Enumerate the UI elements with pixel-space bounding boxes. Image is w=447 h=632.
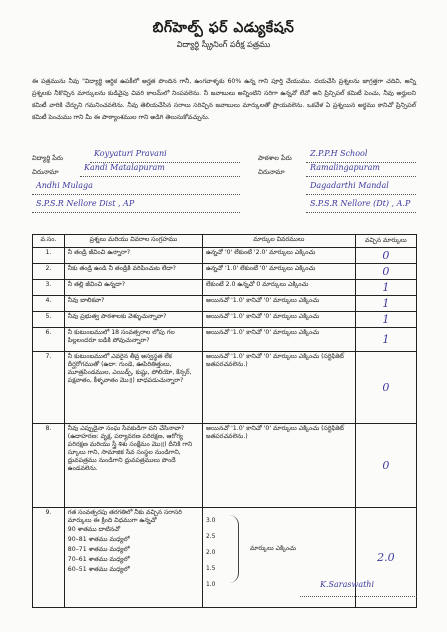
row-number: 4. — [33, 296, 65, 312]
curly-brace — [228, 515, 239, 583]
col-header-number: వ.సం. — [33, 235, 65, 248]
row-marks-info: ఉన్నచో '0' లేకుంటే '2.0' మార్కులు ఎక్కించు — [202, 248, 355, 264]
row-question — [64, 508, 202, 608]
row-question: నీవు ప్రభుత్వ పాఠశాలకు వెళ్ళుచున్నావా? — [64, 312, 202, 328]
grade-band: 90–81 శాతము మధ్యలో — [67, 536, 130, 543]
school-address-line-3-value: Dagadarthi Mandal — [310, 181, 389, 190]
col-header-marks-info: మార్కుల వివరములు — [202, 235, 355, 248]
row-question: నీవు ఎప్పుడైనా సంఘ సేవకుడిగా పని చేసినావా? (ఉదాహరణ: వృక్ష, పర్యావరణ పరిరక్షణ, ఆరోగ్య పరిరక్షణ మరియు స్త్రీ శిశు సంక్షేమం మొ॥) దీనికి గాని స్కూలు గాని, సామాజిక సేవ సంస్థల నుండిగాని, ధ్రువపత్రము నుండిగాని ధ్రువపత్రములు పొందే ఉండవలెను. — [64, 424, 202, 508]
scale-value: 1.5 — [205, 565, 216, 572]
school-name-label: పాఠశాల పేరు — [258, 154, 292, 162]
table-row — [33, 248, 417, 264]
address-value: Kandi Matalapuram — [84, 163, 165, 172]
row-question: నీ తల్లి జీవించి ఉన్నదా? — [64, 280, 202, 296]
address-label: చిరునామా — [32, 168, 59, 176]
marks-scale-label: మార్కులు ఎక్కించు — [249, 545, 297, 552]
row-marks-info: అయినచో '1.0' కానిచో '0' మార్కులు ఎక్కించు — [202, 296, 355, 312]
page-subtitle: విద్యార్థి స్క్రీనింగ్ పరీక్ష పత్రము — [176, 40, 271, 49]
school-address-value: Ramalingapuram — [310, 163, 380, 172]
row-number: 6. — [33, 328, 65, 352]
row-marks-info: అయినచో '1.0' కానిచో '0' మార్కులు ఎక్కించు (సర్టిఫికెట్ జతపరచవలెను.) — [202, 424, 355, 508]
table-row — [33, 328, 417, 352]
row-score: 1 — [355, 312, 416, 328]
scale-value: 2.5 — [205, 533, 216, 540]
col-header-question: ప్రశ్నలు మరియు వివరాల సంగ్రహము — [64, 235, 202, 248]
row-score: 2.0 — [355, 508, 416, 608]
instructions-paragraph: ఈ పత్రమును నీవు "విద్యార్థి ఆర్థిక ఉపకీలో అర్హత పొందిన గానీ, ఉంగవాళ్ళకు 60% ఉన్న గాని పూర్తి చేయుము. దయచేసి ప్రశ్నలను జాగ్రత్తగా చదివి, అన్ని ప్రశ్నలకు నీకొచ్చిన మార్కులను కుడివైపు చివరి కాలమ్‌లో నింపవలెను. నీ జవాబులు అన్నింటిని సరిగా ఉన్నవో లేవో అని ప్రిన్సిపల్ కమిటీ పెంచు, నీవు అర్హులని కమిటీ వారికి చేర్చుని గమనించవలెను. నీవు తెలియచేసిన సరాలు సరిచ్చిన జవాబులు మార్కులతో ప్రాయవలెను. ఒకవేళ ఏ ప్రశ్నయిన అర్థము కానిచో ప్రిన్సిపల్ కమిటీ పెంచుము గాని మీ ఈ పాఠ్యాంశముల గాని అడిగి తెలుసుకోవచ్చును. — [32, 78, 416, 121]
table-header-row — [33, 235, 417, 248]
row-score: 0 — [355, 424, 416, 508]
grade-band: 70–61 శాతము మధ్యలో — [67, 556, 130, 563]
table-row — [33, 424, 417, 508]
row-question: నీ కుటుంబములో ఎవరైన తీవ్ర అస్వస్థత లేక దీర్ఘరోగముతో (ఉదా: గుండె, ఊపిరితిత్తులు, మూత్రపిండముల, ఎయిడ్స్, కుష్టు, పోలియో, కేన్సర్, పక్షవాతం, కీళ్ళవాతం మొ॥) బాధపడుచున్నారా? — [64, 352, 202, 424]
row-question: నీవు బాలికవా? — [64, 296, 202, 312]
table-row — [33, 296, 417, 312]
table-row — [33, 508, 417, 608]
school-address-line-4-value: S.P.S.R Nellore (Dt) , A.P — [310, 199, 411, 208]
row-marks-info: అయినచో '1.0' కానిచో '0' మార్కులు ఎక్కించు — [202, 328, 355, 352]
row-score: 1 — [355, 280, 416, 296]
row-marks-info: అయినచో '1.0' కానిచో '0' మార్కులు ఎక్కించు (సర్టిఫికెట్ జతపరచవలెను.) — [202, 352, 355, 424]
table-row — [33, 264, 417, 280]
table-row — [33, 280, 417, 296]
row-number: 5. — [33, 312, 65, 328]
row-score: 0 — [355, 248, 416, 264]
row-question: నీ కుటుంబములో 18 సంవత్సరాల లోపు గల పిల్లలందరూ బడికి పోవుచున్నారా? — [64, 328, 202, 352]
row-score: 0 — [355, 352, 416, 424]
row-number: 1. — [33, 248, 65, 264]
row-score: 0 — [355, 264, 416, 280]
row-score: 1 — [355, 328, 416, 352]
signature-line — [300, 596, 417, 597]
row-question: నీ తండ్రి జీవించి ఉన్నారా? — [64, 248, 202, 264]
scale-value: 1.0 — [205, 581, 216, 588]
row-score: 1 — [355, 296, 416, 312]
page-title: బిగ్‌హెల్ప్ ఫర్ ఎడ్యుకేషన్ — [152, 20, 295, 36]
row-number: 2. — [33, 264, 65, 280]
school-address-label: చిరునామా — [258, 168, 285, 176]
grade-band: 80–71 శాతము మధ్యలో — [67, 546, 130, 553]
row-number: 7. — [33, 352, 65, 424]
row-marks-info: ఉన్నచో '1.0' లేకుంటే '0' మార్కులు ఎక్కించు — [202, 264, 355, 280]
scale-value: 3.0 — [205, 517, 216, 524]
student-name-label: విద్యార్థి పేరు — [32, 154, 64, 162]
row-number: 8. — [33, 424, 65, 508]
grade-band: 60–51 శాతము మధ్యలో — [67, 566, 130, 573]
principal-signature: K.Saraswathi — [320, 580, 375, 589]
marks-scale-values — [206, 513, 216, 593]
table-row — [33, 312, 417, 328]
table-row — [33, 352, 417, 424]
grade-band: 90 శాతము దాటినచో — [67, 526, 121, 533]
screening-table — [32, 234, 417, 608]
scale-value: 2.0 — [205, 549, 216, 556]
grade-question: గత సంవత్సరపు తరగతిలో నీకు వచ్చిన సరాసరి మార్కులు ఈ క్రింది విధముగా ఉన్నచో — [67, 509, 182, 524]
col-header-score: వచ్చిన మార్కులు — [355, 235, 416, 248]
row-number: 3. — [33, 280, 65, 296]
row-marks-info: లేకుంటే 2.0 ఉన్నచో 0 మార్కులు ఎక్కించు — [202, 280, 355, 296]
address-line-4-value: S.P.S.R Nellore Dist , AP — [36, 199, 135, 208]
row-number: 9. — [33, 508, 65, 608]
row-marks-info: అయినచో '1.0' కానిచో '0' మార్కులు ఎక్కించు — [202, 312, 355, 328]
school-name-value: Z.P.P.H School — [310, 149, 368, 158]
row-question: నీకు తండ్రి ఉండి నీ తండ్రికి వరిపించుట లేదా? — [64, 264, 202, 280]
address-line-3-value: Andhi Mulaga — [36, 181, 93, 190]
student-name-value: Koyyaturi Pravani — [94, 149, 167, 158]
row-marks-info — [202, 508, 355, 608]
